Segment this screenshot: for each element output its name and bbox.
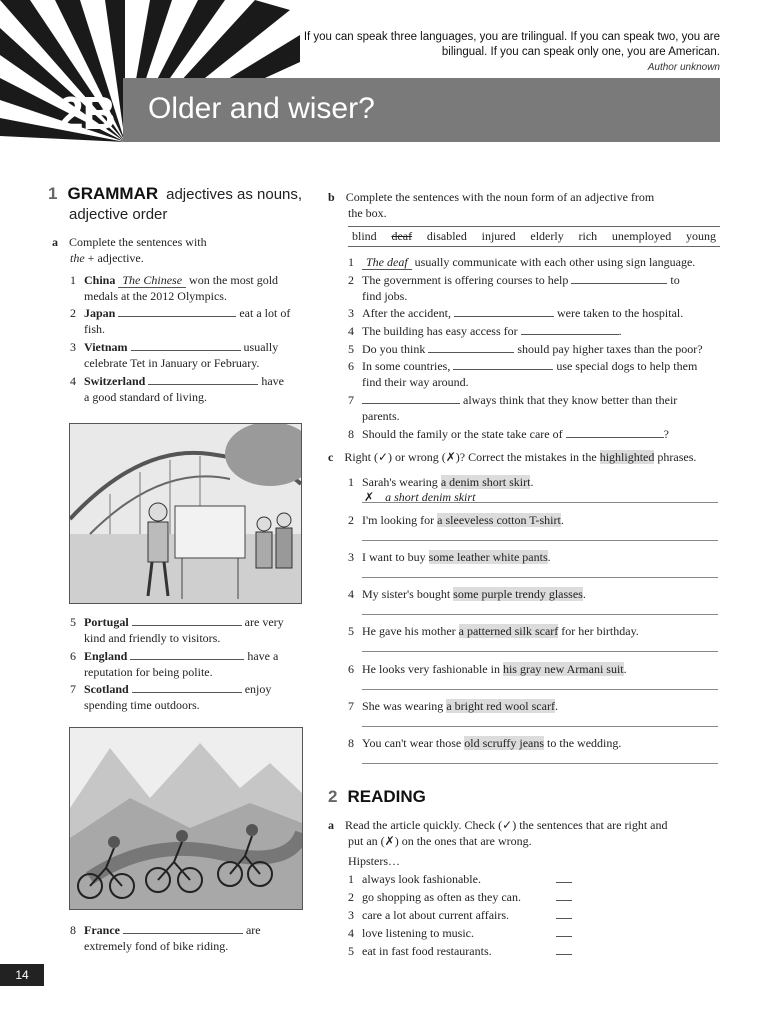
answer-blank[interactable] [454,305,554,317]
exercise-1a-item [70,922,310,954]
item-number: 8 [348,427,354,441]
exercise-1b-item [348,358,723,390]
quote-line-1: If you can speak three languages, you are trilingual. If you can speak two, you are [303,31,720,43]
exercise-1b-item [348,305,723,321]
instruction-text-end: phrases. [654,450,697,464]
item-text: Should the family or the state take care of [362,427,566,441]
item-number: 5 [348,944,354,958]
exercise-1b-item [348,426,723,442]
item-text: have [258,374,284,388]
item-text-line-2: parents. [362,409,400,423]
country: France [84,923,120,937]
exercise-1a-item [70,272,310,304]
exercise-1a-item [70,648,310,680]
exercise-1b-item [348,254,723,270]
answer-line[interactable] [362,614,718,615]
check-box[interactable] [556,907,572,919]
word-box-item: elderly [530,229,564,243]
item-number: 3 [70,340,76,354]
unit-title: Older and wiser? [148,92,375,125]
item-text-end: to the wedding. [544,736,622,750]
exercise-2a-item [348,907,578,923]
item-text-line-2: a good standard of living. [84,390,207,404]
item-text-line-2: spending time outdoors. [84,698,200,712]
item-text-line-2: find their way around. [362,375,469,389]
answer-line[interactable] [362,540,718,541]
item-text: always look fashionable. [362,872,481,886]
section-1-heading [48,184,302,204]
word-box-item: injured [481,229,516,243]
exercise-1c-item [348,549,551,565]
item-text-after: to [667,273,680,287]
exercise-2a-instruction [328,817,728,849]
word-box [348,226,720,247]
answer-blank[interactable] [521,323,619,335]
item-text: The building has easy access for [362,324,521,338]
section-number: 1 [48,184,58,203]
instruction-text: Read the article quickly. Check (✓) the sentences that are right and [345,818,668,832]
item-text-line-2: find jobs. [362,289,408,303]
answer-line[interactable] [362,651,718,652]
item-text-line-2: kind and friendly to visitors. [84,631,221,645]
exercise-1b-item [348,272,723,304]
exercise-1c-item [348,512,564,528]
exercise-1a-item [70,373,310,405]
exercise-1a-item [70,681,310,713]
answer-blank[interactable] [123,922,243,934]
item-number: 1 [348,475,354,489]
item-text: He looks very fashionable in [362,662,503,676]
answer-blank[interactable] [571,272,667,284]
item-text-end: . [623,662,627,676]
instruction-text-line-2: put an (✗) on the ones that are wrong. [348,834,532,848]
item-text-after: were taken to the hospital. [553,306,684,320]
highlighted-phrase: his gray new Armani suit [502,662,624,676]
item-text-after: always think that they know better than their [460,393,678,407]
word-box-item: young [686,229,716,243]
answer-blank[interactable] [131,339,241,351]
item-number: 4 [348,926,354,940]
word-box-item: disabled [426,229,467,243]
item-number: 3 [348,550,354,564]
check-box[interactable] [556,871,572,883]
exercise-1b-item [348,392,723,424]
illustration-bridge-tourists [69,423,302,604]
exercise-2a-item [348,871,578,887]
item-number: 7 [348,393,354,407]
country: Vietnam [84,340,128,354]
item-text-end: for her birthday. [558,624,639,638]
section-subtitle: adjectives as nouns, [166,186,303,203]
item-text: eat a lot of [236,306,291,320]
item-text: I want to buy [362,550,429,564]
highlighted-phrase: some purple trendy glasses [453,587,583,601]
instruction-text: Complete the sentences with the noun form of an adjective from [345,190,655,204]
answer-line[interactable] [362,689,718,690]
item-text: go shopping as often as they can. [362,890,521,904]
check-box[interactable] [556,889,572,901]
item-text-line-2: medals at the 2012 Olympics. [84,289,227,303]
exercise-1c-item [348,661,627,677]
item-number: 2 [348,513,354,527]
item-text-after: ? [663,427,669,441]
country: Switzerland [84,374,146,388]
exercise-letter: b [328,190,335,204]
page-number: 14 [0,964,44,986]
country: Portugal [84,615,129,629]
answer-line [362,502,718,503]
item-number: 7 [348,699,354,713]
exercise-letter: a [328,818,334,832]
item-number: 3 [348,908,354,922]
section-name: GRAMMAR [67,184,159,203]
item-text: have a [244,649,279,663]
item-text: You can't wear those [362,736,465,750]
item-number: 6 [348,662,354,676]
item-text: are [242,923,261,937]
answer-line[interactable] [362,763,718,764]
instruction-text: Complete the sentences with [69,235,207,249]
answer-blank[interactable] [428,341,514,353]
answer-blank[interactable] [566,426,664,438]
epigraph-quote [250,30,720,76]
item-number: 4 [348,587,354,601]
answer-line[interactable] [362,726,718,727]
item-text: eat in fast food restaurants. [362,944,492,958]
item-number: 3 [348,306,354,320]
item-number: 2 [348,273,354,287]
illustration-mountain-cyclists [69,727,303,910]
exercise-1a-item [70,305,310,337]
answer-example: The Chinese [118,273,186,288]
instruction-text: Right (✓) or wrong (✗)? Correct the mistakes in the [344,450,600,464]
exercise-letter: c [328,450,334,464]
answer-blank[interactable] [130,648,244,660]
example-answer: a short denim skirt [385,490,476,504]
item-text: usually [240,340,279,354]
word-box-item: unemployed [611,229,672,243]
item-text: After the accident, [362,306,454,320]
section-name: READING [347,787,426,806]
item-text-line-2: extremely fond of bike riding. [84,939,229,953]
item-text: My sister's bought [362,587,454,601]
item-number: 8 [70,923,76,937]
item-text: are very [241,615,284,629]
item-text: enjoy [241,682,272,696]
section-2-heading [328,787,426,807]
item-text: love listening to music. [362,926,474,940]
highlighted-phrase: a sleeveless cotton T-shirt [437,513,561,527]
item-text-end: . [530,475,534,489]
item-text-line-2: celebrate Tet in January or February. [84,356,260,370]
check-box[interactable] [556,943,572,955]
exercise-1a-instruction [52,234,312,266]
exercise-1c-item [348,623,639,639]
highlighted-phrase: some leather white pants [428,550,548,564]
exercise-1b-instruction [328,189,728,221]
item-text-line-2: reputation for being polite. [84,665,213,679]
item-number: 4 [70,374,76,388]
answer-blank[interactable] [148,373,258,385]
item-number: 1 [70,273,76,287]
answer-example: The deaf [362,255,412,270]
item-number: 6 [348,359,354,373]
answer-blank[interactable] [118,305,236,317]
exercise-1c-item [348,474,533,490]
item-text-end: . [547,550,551,564]
item-text: Sarah's wearing [362,475,441,489]
highlighted-phrase: old scruffy jeans [464,736,545,750]
exercise-1a-item [70,614,310,646]
word-box-item: blind [352,229,377,243]
exercise-1c-item [348,735,621,751]
instruction-rest: + adjective. [84,251,144,265]
exercise-1c-item [348,698,558,714]
item-number: 5 [348,624,354,638]
item-text: usually communicate with each other using sign language. [411,255,696,269]
exercise-1b-item [348,323,723,339]
section-subtitle-line-2: adjective order [69,206,168,223]
item-text-end: . [582,587,586,601]
instruction-text-line-2: the box. [348,206,387,220]
highlighted-phrase: a denim short skirt [440,475,531,489]
exercise-1a-item [70,339,310,371]
exercise-1c-instruction [328,449,728,465]
word-box-item: rich [578,229,598,243]
reading-lead: Hipsters… [348,854,400,868]
item-text-line-2: fish. [84,322,105,336]
item-text: Do you think [362,342,429,356]
item-text: She was wearing [362,699,447,713]
answer-blank[interactable] [132,681,242,693]
answer-blank[interactable] [362,392,460,404]
unit-code: 2B [58,87,115,139]
item-text-after: should pay higher taxes than the poor? [514,342,703,356]
highlighted-phrase: a patterned silk scarf [458,624,559,638]
exercise-2a-item [348,943,578,959]
item-text: The government is offering courses to help [362,273,572,287]
wrong-mark: ✗ [364,490,375,504]
exercise-1b-item [348,341,728,357]
item-text-end: . [554,699,558,713]
item-text: care a lot about current affairs. [362,908,510,922]
item-number: 2 [70,306,76,320]
answer-line[interactable] [362,577,718,578]
quote-line-2: bilingual. If you can speak only one, you are American. [441,45,720,58]
answer-blank[interactable] [132,614,242,626]
quote-author: Author unknown [647,62,720,73]
item-text-after: . [618,324,622,338]
country: England [84,649,128,663]
word-box-item-used: deaf [391,229,413,243]
exercise-2a-item [348,889,578,905]
exercise-2a-item [348,925,578,941]
item-text-end: . [560,513,564,527]
item-number: 7 [70,682,76,696]
item-number: 6 [70,649,76,663]
item-text: won the most gold [186,273,279,287]
answer-blank[interactable] [453,358,553,370]
instruction-highlight: highlighted [599,450,655,464]
item-text-after: use special dogs to help them [553,359,698,373]
item-text: He gave his mother [362,624,459,638]
exercise-letter: a [52,235,58,249]
check-box[interactable] [556,925,572,937]
item-text: I'm looking for [362,513,438,527]
item-number: 1 [348,255,354,269]
item-number: 4 [348,324,354,338]
section-number: 2 [328,787,338,806]
item-text: In some countries, [362,359,454,373]
item-number: 5 [70,615,76,629]
highlighted-phrase: a bright red wool scarf [446,699,555,713]
item-number: 2 [348,890,354,904]
instruction-em: the [70,251,85,265]
country: Scotland [84,682,129,696]
country: China [84,273,116,287]
exercise-1c-item [348,586,586,602]
country: Japan [84,306,116,320]
item-number: 1 [348,872,354,886]
item-number: 5 [348,342,354,356]
item-number: 8 [348,736,354,750]
